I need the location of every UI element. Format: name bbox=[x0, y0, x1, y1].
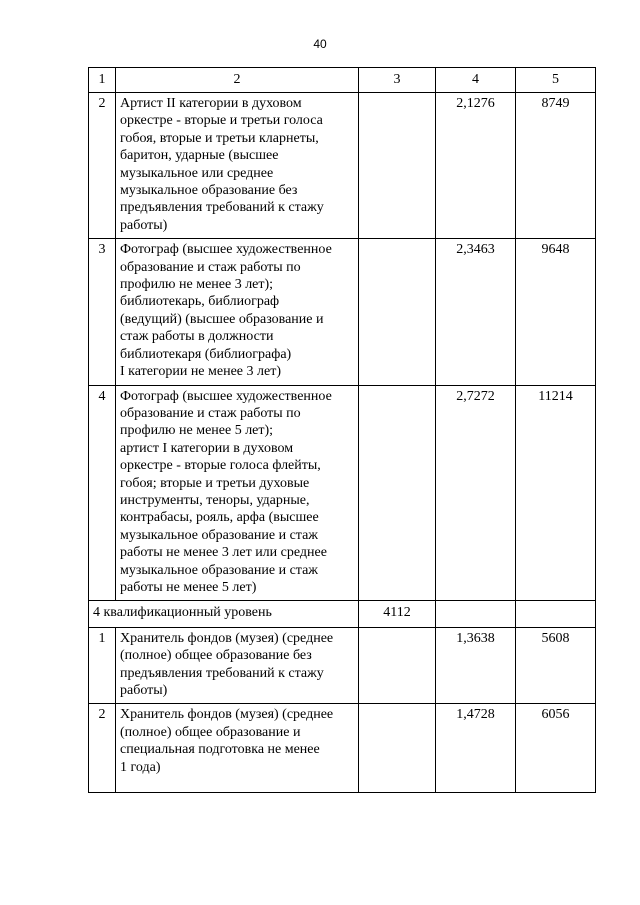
coefficient-cell: 1,4728 bbox=[436, 704, 516, 793]
salary-table bbox=[88, 67, 596, 793]
cell-col3 bbox=[359, 93, 436, 239]
table-row bbox=[89, 93, 596, 239]
position-description: Артист II категории в духовом оркестре - вторые и третьи голоса гобоя, вторые и третьи кларнеты, баритон, ударные (высшее музыкальное или среднее музыкальное образование без предъявления требований к стажу работы) bbox=[116, 93, 359, 239]
salary-cell: 5608 bbox=[516, 627, 596, 704]
coefficient-cell: 2,3463 bbox=[436, 239, 516, 385]
table-row bbox=[89, 239, 596, 385]
table-row bbox=[89, 627, 596, 704]
salary-cell: 9648 bbox=[516, 239, 596, 385]
table-row bbox=[89, 385, 596, 601]
position-description: Хранитель фондов (музея) (среднее (полное) общее образование без предъявления требований к стажу работы) bbox=[116, 627, 359, 704]
cell-col3 bbox=[359, 627, 436, 704]
page-number: 40 bbox=[313, 37, 327, 51]
header-cell-4: 4 bbox=[436, 68, 516, 93]
position-description: Фотограф (высшее художественное образование и стаж работы по профилю не менее 3 лет); библиотекарь, библиограф (ведущий) (высшее образование и стаж работы в должности библиотекаря (библиографа) I категории не менее 3 лет) bbox=[116, 239, 359, 385]
coefficient-cell: 2,1276 bbox=[436, 93, 516, 239]
row-number: 1 bbox=[89, 627, 116, 704]
position-description: Фотограф (высшее художественное образование и стаж работы по профилю не менее 5 лет); артист I категории в духовом оркестре - вторые голоса флейты, гобоя; вторые и третьи духовые инструменты, теноры, ударные, контрабасы, рояль, арфа (высшее музыкальное образование и стаж работы не менее 3 лет или среднее музыкальное образование и стаж работы не менее 5 лет) bbox=[116, 385, 359, 601]
table-row bbox=[89, 704, 596, 793]
cell-col4 bbox=[436, 601, 516, 627]
row-number: 2 bbox=[89, 93, 116, 239]
header-cell-3: 3 bbox=[359, 68, 436, 93]
qualification-level-value: 4112 bbox=[359, 601, 436, 627]
header-cell-2: 2 bbox=[116, 68, 359, 93]
qualification-level-label: 4 квалификационный уровень bbox=[89, 601, 359, 627]
header-cell-5: 5 bbox=[516, 68, 596, 93]
table-header-row bbox=[89, 68, 596, 93]
row-number: 3 bbox=[89, 239, 116, 385]
salary-cell: 8749 bbox=[516, 93, 596, 239]
coefficient-cell: 2,7272 bbox=[436, 385, 516, 601]
row-number: 2 bbox=[89, 704, 116, 793]
cell-col5 bbox=[516, 601, 596, 627]
salary-cell: 6056 bbox=[516, 704, 596, 793]
coefficient-cell: 1,3638 bbox=[436, 627, 516, 704]
qualification-level-row bbox=[89, 601, 596, 627]
cell-col3 bbox=[359, 385, 436, 601]
cell-col3 bbox=[359, 239, 436, 385]
row-number: 4 bbox=[89, 385, 116, 601]
position-description: Хранитель фондов (музея) (среднее (полное) общее образование и специальная подготовка не менее 1 года) bbox=[116, 704, 359, 793]
salary-cell: 11214 bbox=[516, 385, 596, 601]
header-cell-1: 1 bbox=[89, 68, 116, 93]
cell-col3 bbox=[359, 704, 436, 793]
